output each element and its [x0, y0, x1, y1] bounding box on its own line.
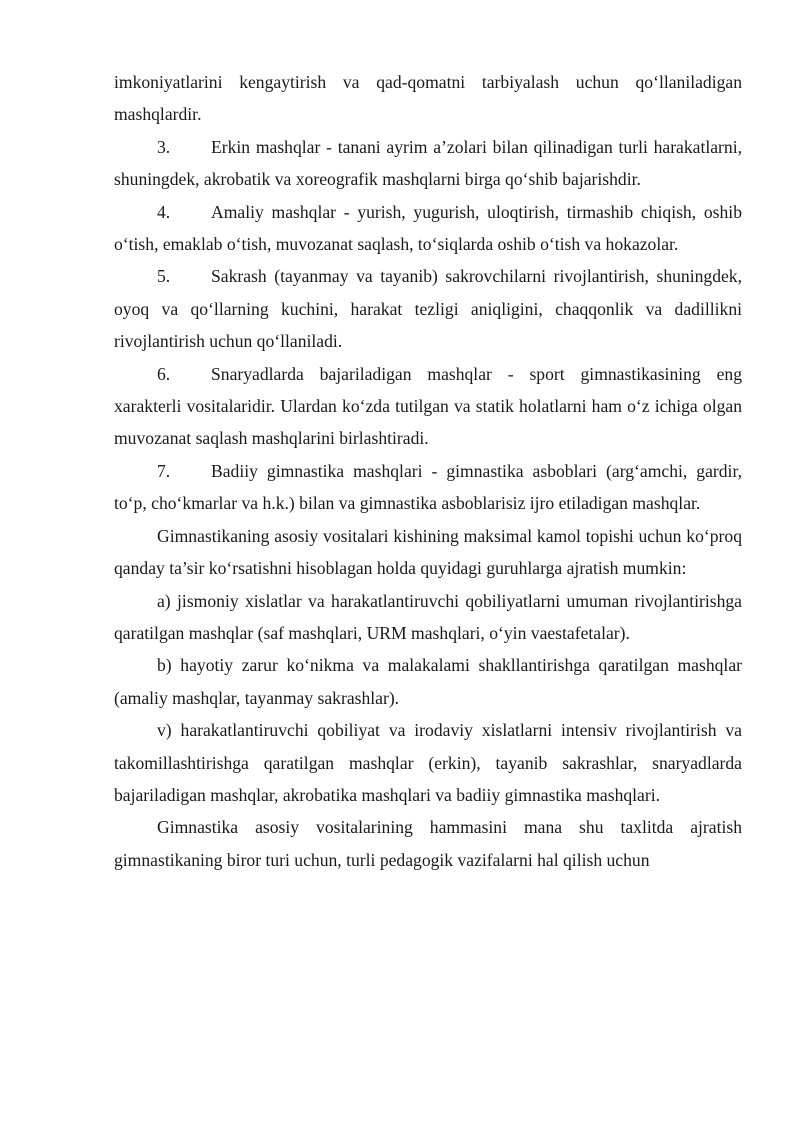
document-page	[114, 66, 742, 876]
list-number: 5.	[157, 266, 171, 287]
list-item-text: Amaliy mashqlar - yurish, yugurish, uloqtirish, tirmashib chiqish, oshib o‘tish, emaklab o‘tish, muvozanat saqlash, to‘siqlarda oshib o‘tish va hokazolar.	[114, 201, 742, 255]
list-item-6	[114, 358, 742, 455]
list-item-7	[114, 455, 742, 520]
list-number: 4.	[157, 201, 171, 222]
paragraph-group-v: v) harakatlantiruvchi qobiliyat va irodaviy xislatlarni intensiv rivojlantirish va takomillashtirishga qaratilgan mashqlar (erkin), tayanib sakrashlar, snaryadlarda bajariladigan mashqlar, akrobatika mashqlari va badiiy gimnastika mashqlari.	[114, 720, 742, 805]
paragraph-continuation: imkoniyatlarini kengaytirish va qad-qomatni tarbiyalash uchun qo‘llaniladigan mashqlardir.	[114, 72, 742, 125]
list-item-text: Badiiy gimnastika mashqlari - gimnastika asboblari (arg‘amchi, gardir, to‘p, cho‘kmarlar va h.k.) bilan va gimnastika asboblarisiz ijro etiladigan mashqlar.	[114, 460, 742, 514]
list-item-3	[114, 131, 742, 196]
paragraph-closing: Gimnastika asosiy vositalarining hammasini mana shu taxlitda ajratish gimnastikaning biror turi uchun, turli pedagogik vazifalarni hal qilish uchun	[114, 817, 742, 870]
list-number: 6.	[157, 363, 171, 384]
list-item-4	[114, 196, 742, 261]
paragraph-group-a: a) jismoniy xislatlar va harakatlantiruvchi qobiliyatlarni umuman rivojlantirishga qaratilgan mashqlar (saf mashqlari, URM mashqlari, o‘yin vaestafetalar).	[114, 590, 742, 643]
paragraph-groups-intro: Gimnastikaning asosiy vositalari kishining maksimal kamol topishi uchun ko‘proq qanday ta’sir ko‘rsatishni hisoblagan holda quyidagi guruhlarga ajratish mumkin:	[114, 525, 742, 579]
paragraph-group-b: b) hayotiy zarur ko‘nikma va malakalami shakllantirishga qaratilgan mashqlar (amaliy mashqlar, tayanmay sakrashlar).	[114, 655, 742, 708]
list-item-text: Erkin mashqlar - tanani ayrim a’zolari bilan qilinadigan turli harakatlarni, shuningdek, akrobatik va xoreografik mashqlarni birga qo‘shib bajarishdir.	[114, 136, 742, 190]
list-item-text: Snaryadlarda bajariladigan mashqlar - sport gimnastikasining eng xarakterli vositalaridir. Ulardan ko‘zda tutilgan va statik holatlarni ham o‘z ichiga olgan muvozanat saqlash mashqlarini birlashtiradi.	[114, 363, 742, 449]
list-number: 7.	[157, 460, 171, 481]
list-item-5	[114, 260, 742, 357]
list-number: 3.	[157, 136, 171, 157]
list-item-text: Sakrash (tayanmay va tayanib) sakrovchilarni rivojlantirish, shuningdek, oyoq va qo‘llarning kuchini, harakat tezligi aniqligini, chaqqonlik va dadillikni rivojlantirish uchun qo‘llaniladi.	[114, 266, 742, 352]
